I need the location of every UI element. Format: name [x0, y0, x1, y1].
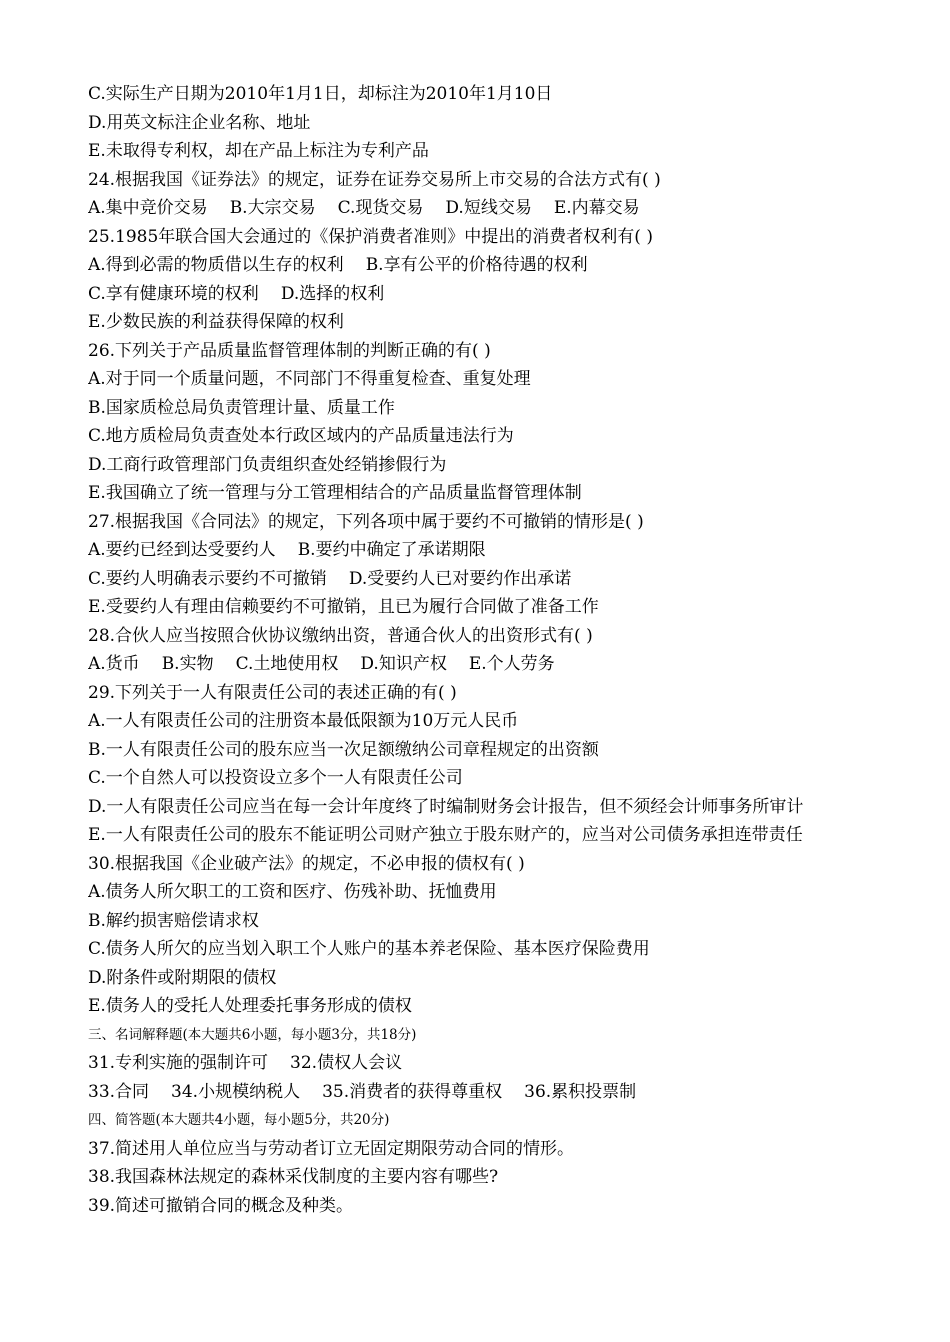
text-line: B.国家质检总局负责管理计量、质量工作	[88, 397, 395, 418]
option-item: E.内幕交易	[553, 198, 640, 218]
option-item: D.短线交易	[445, 198, 532, 218]
option-item: C.享有健康环境的权利	[88, 283, 259, 304]
option-item: D.知识产权	[360, 654, 447, 674]
option-item: C.现货交易	[337, 198, 424, 218]
text-line: D.用英文标注企业名称、地址	[88, 112, 311, 133]
option-item: 35.消费者的获得尊重权	[322, 1081, 503, 1102]
option-item: B.大宗交易	[229, 198, 316, 218]
text-line: A.债务人所欠职工的工资和医疗、伤残补助、抚恤费用	[88, 882, 497, 902]
text-line: E.受要约人有理由信赖要约不可撤销，且已为履行合同做了准备工作	[88, 597, 599, 617]
option-item: A.要约已经到达受要约人	[88, 540, 276, 560]
text-line: 39.简述可撤销合同的概念及种类。	[88, 1195, 354, 1216]
option-item: E.个人劳务	[468, 654, 555, 674]
text-line: D.工商行政管理部门负责组织查处经销掺假行为	[88, 454, 447, 475]
option-item: C.土地使用权	[235, 654, 339, 674]
text-line: 29.下列关于一人有限责任公司的表述正确的有( )	[88, 682, 457, 703]
option-row	[88, 565, 862, 594]
text-line: B.解约损害赔偿请求权	[88, 910, 259, 931]
section-heading: 四、简答题(本大题共4小题，每小题5分，共20分)	[88, 1112, 390, 1128]
text-line: E.一人有限责任公司的股东不能证明公司财产独立于股东财产的，应当对公司债务承担连带责任	[88, 825, 803, 845]
text-line: C.债务人所欠的应当划入职工个人账户的基本养老保险、基本医疗保险费用	[88, 939, 650, 959]
option-item: 36.累积投票制	[524, 1081, 637, 1102]
text-line: 26.下列关于产品质量监督管理体制的判断正确的有( )	[88, 340, 491, 361]
text-line: B.一人有限责任公司的股东应当一次足额缴纳公司章程规定的出资额	[88, 739, 599, 760]
text-line: A.对于同一个质量问题，不同部门不得重复检查、重复处理	[88, 369, 531, 389]
option-item: D.受要约人已对要约作出承诺	[348, 568, 572, 589]
option-item: A.货币	[88, 654, 140, 674]
text-line: A.一人有限责任公司的注册资本最低限额为10万元人民币	[88, 711, 519, 731]
option-row	[88, 251, 862, 280]
text-line: E.少数民族的利益获得保障的权利	[88, 312, 344, 332]
option-item: 34.小规模纳税人	[171, 1081, 301, 1102]
text-line: 37.简述用人单位应当与劳动者订立无固定期限劳动合同的情形。	[88, 1138, 575, 1159]
option-item: D.选择的权利	[280, 283, 385, 304]
option-item: B.实物	[161, 654, 214, 674]
text-line: 30.根据我国《企业破产法》的规定，不必申报的债权有( )	[88, 853, 525, 874]
section-heading: 三、名词解释题(本大题共6小题，每小题3分，共18分)	[88, 1026, 417, 1043]
option-item: 32.债权人会议	[290, 1053, 403, 1073]
text-line: D.一人有限责任公司应当在每一会计年度终了时编制财务会计报告，但不须经会计师事务所审计	[88, 796, 804, 817]
option-row	[88, 536, 862, 565]
option-item: 31.专利实施的强制许可	[88, 1053, 269, 1073]
option-item: A.得到必需的物质借以生存的权利	[88, 255, 344, 275]
option-row	[88, 280, 862, 309]
option-row	[88, 1078, 862, 1107]
text-line: 38.我国森林法规定的森林采伐制度的主要内容有哪些?	[88, 1167, 499, 1187]
option-item: A.集中竞价交易	[88, 198, 208, 218]
text-line: E.债务人的受托人处理委托事务形成的债权	[88, 996, 412, 1016]
text-line: C.地方质检局负责查处本行政区域内的产品质量违法行为	[88, 426, 514, 446]
text-line: 25.1985年联合国大会通过的《保护消费者准则》中提出的消费者权利有( )	[88, 226, 653, 247]
text-line: E.未取得专利权，却在产品上标注为专利产品	[88, 141, 429, 161]
option-row	[88, 650, 862, 679]
option-row	[88, 194, 862, 223]
text-line: C.实际生产日期为2010年1月1日，却标注为2010年1月10日	[88, 84, 553, 104]
text-line: 28.合伙人应当按照合伙协议缴纳出资，普通合伙人的出资形式有( )	[88, 625, 593, 646]
option-item: C.要约人明确表示要约不可撤销	[88, 568, 327, 589]
text-line: D.附条件或附期限的债权	[88, 967, 277, 988]
text-line: E.我国确立了统一管理与分工管理相结合的产品质量监督管理体制	[88, 483, 582, 503]
text-line: 24.根据我国《证券法》的规定，证券在证券交易所上市交易的合法方式有( )	[88, 169, 661, 190]
option-item: B.要约中确定了承诺期限	[297, 540, 486, 560]
option-item: 33.合同	[88, 1081, 150, 1102]
text-line: C.一个自然人可以投资设立多个一人有限责任公司	[88, 768, 463, 788]
option-row	[88, 1049, 862, 1078]
option-item: B.享有公平的价格待遇的权利	[365, 255, 588, 275]
text-line: 27.根据我国《合同法》的规定，下列各项中属于要约不可撤销的情形是( )	[88, 511, 644, 532]
